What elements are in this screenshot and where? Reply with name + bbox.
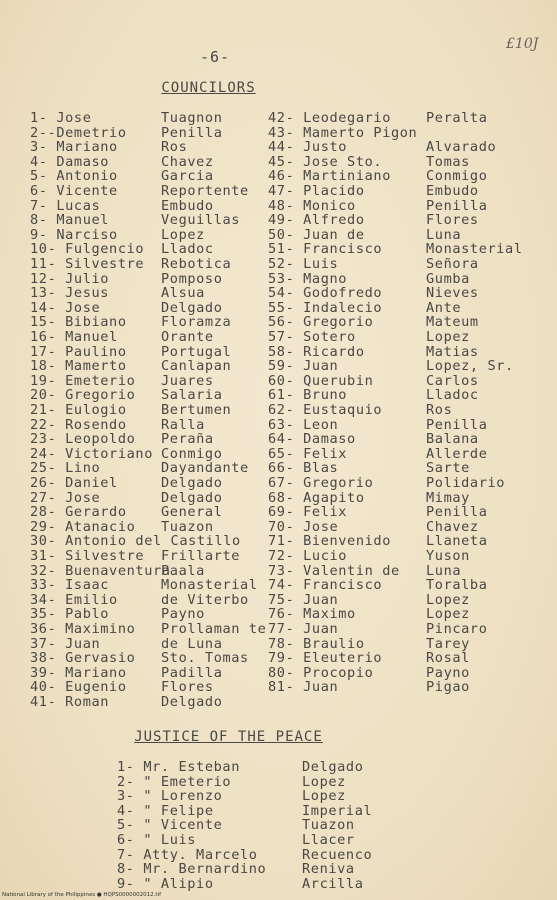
councilor-given-name: 10- Fulgencio — [30, 241, 145, 258]
councilor-given-name: 43- Mamerto Pigon — [268, 124, 418, 141]
councilor-surname: Señora — [426, 256, 479, 272]
councilor-given-name: 34- Emilio — [30, 591, 118, 608]
councilor-surname: Matias — [426, 343, 479, 360]
councilor-given-name: 25- Lino — [30, 460, 101, 477]
councilor-given-name: 7- Lucas — [30, 197, 101, 214]
councilor-surname: Garcia — [161, 168, 214, 185]
councilor-given-name: 3- Mariano — [30, 139, 118, 156]
councilor-given-name: 57- Sotero — [268, 329, 356, 345]
councilor-given-name: 4- Damaso — [30, 153, 110, 170]
councilor-given-name: 20- Gregorio — [30, 387, 136, 404]
councilors-heading: COUNCILORS — [161, 80, 256, 96]
councilor-given-name: 5- Antonio — [30, 168, 118, 185]
councilor-given-name: 21- Eulogio — [30, 402, 127, 418]
councilor-surname: Flores — [426, 212, 479, 229]
councilor-surname: Dayandante — [161, 460, 249, 477]
councilor-surname: Chavez — [426, 518, 479, 535]
justice-surname: Lopez — [302, 788, 346, 805]
councilor-given-name: 14- Jose — [30, 299, 101, 316]
councilor-given-name: 6- Vicente — [30, 183, 118, 199]
councilor-given-name: 60- Querubin — [268, 372, 374, 389]
councilor-surname: Lladoc — [161, 241, 214, 258]
archive-footer: National Library of the Philippines ● HQPS0000002012.tif — [2, 892, 162, 898]
justice-given-name: 3- " Lorenzo — [117, 788, 223, 805]
councilor-surname: Prollaman te — [161, 621, 267, 637]
councilor-surname: Penilla — [426, 504, 488, 521]
councilor-surname: Peraña — [161, 431, 214, 448]
councilor-given-name: 76- Maximo — [268, 606, 356, 623]
councilor-given-name: 59- Juan — [268, 358, 339, 375]
councilor-given-name: 55- Indalecio — [268, 299, 383, 316]
councilor-surname: Polidario — [426, 475, 506, 491]
councilor-given-name: 17- Paulino — [30, 343, 127, 360]
councilor-surname: Gumba — [426, 270, 470, 287]
councilor-given-name: 49- Alfredo — [268, 212, 365, 229]
councilor-given-name: 37- Juan — [30, 635, 101, 652]
councilor-given-name: 30- Antonio del Castillo — [30, 533, 241, 550]
councilor-surname: Lopez — [426, 591, 470, 608]
councilor-given-name: 28- Gerardo — [30, 504, 127, 521]
councilor-surname: Mimay — [426, 489, 470, 506]
councilor-surname: Lopez, Sr. — [426, 358, 514, 375]
councilor-surname: Monasterial — [161, 577, 258, 594]
councilor-surname: Delgado — [161, 299, 223, 316]
councilor-surname: Delgado — [161, 694, 223, 710]
councilor-given-name: 33- Isaac — [30, 577, 110, 594]
councilor-surname: Pomposo — [161, 270, 223, 287]
councilor-surname: Delgado — [161, 475, 223, 491]
councilor-surname: General — [161, 504, 223, 521]
councilor-surname: Chavez — [161, 153, 214, 170]
councilor-surname: Penilla — [426, 416, 488, 433]
councilor-given-name: 53- Magno — [268, 270, 348, 287]
councilor-surname: Embudo — [426, 183, 479, 199]
councilor-given-name: 65- Felix — [268, 445, 348, 462]
councilor-given-name: 26- Daniel — [30, 475, 118, 491]
councilor-surname: Lopez — [426, 606, 470, 623]
councilor-given-name: 54- Godofredo — [268, 285, 383, 302]
councilor-surname: Orante — [161, 329, 214, 345]
justice-surname: Recuenco — [302, 846, 373, 863]
councilor-surname: Sarte — [426, 460, 470, 477]
justice-surname: Imperial — [302, 802, 373, 819]
councilor-given-name: 42- Leodegario — [268, 110, 391, 126]
councilor-given-name: 27- Jose — [30, 489, 101, 506]
justice-surname: Lopez — [302, 773, 346, 790]
councilor-given-name: 70- Jose — [268, 518, 339, 535]
councilor-given-name: 45- Jose Sto. — [268, 153, 383, 170]
councilor-surname: Lopez — [161, 226, 205, 243]
councilor-surname: Tuazon — [161, 518, 214, 535]
councilor-given-name: 18- Mamerto — [30, 358, 127, 375]
councilor-surname: Paala — [161, 562, 205, 579]
councilor-given-name: 32- Buenaventura — [30, 562, 171, 579]
councilor-surname: Delgado — [161, 489, 223, 506]
councilor-given-name: 67- Gregorio — [268, 475, 374, 491]
justice-surname: Arcilla — [302, 875, 364, 892]
councilor-surname: Veguillas — [161, 212, 241, 229]
justice-given-name: 5- " Vicente — [117, 817, 223, 834]
councilor-surname: Conmigo — [426, 168, 488, 185]
justice-given-name: 8- Mr. Bernardino — [117, 861, 267, 878]
councilor-given-name: 8- Manuel — [30, 212, 110, 229]
councilor-surname: Canlapan — [161, 358, 232, 375]
councilor-given-name: 44- Justo — [268, 139, 348, 156]
councilor-given-name: 48- Monico — [268, 197, 356, 214]
councilor-surname: Sto. Tomas — [161, 650, 249, 667]
councilor-given-name: 13- Jesus — [30, 285, 110, 302]
councilor-surname: Yuson — [426, 548, 470, 564]
councilor-given-name: 9- Narciso — [30, 226, 118, 243]
justice-surname: Llacer — [302, 832, 355, 848]
handwritten-reference: £10J — [506, 36, 539, 52]
councilor-given-name: 2--Demetrio — [30, 124, 127, 141]
page-number: -6- — [200, 48, 231, 66]
councilor-given-name: 56- Gregorio — [268, 314, 374, 331]
councilor-surname: Pincaro — [426, 621, 488, 637]
justice-surname: Delgado — [302, 759, 364, 775]
councilor-surname: Penilla — [426, 197, 488, 214]
councilor-given-name: 15- Bibiano — [30, 314, 127, 331]
justice-given-name: 1- Mr. Esteban — [117, 759, 240, 775]
councilor-surname: Ante — [426, 299, 462, 316]
councilor-surname: Rebotica — [161, 256, 232, 272]
councilor-surname: Conmigo — [161, 445, 223, 462]
councilor-surname: Toralba — [426, 577, 488, 594]
councilor-given-name: 78- Braulio — [268, 635, 365, 652]
councilor-given-name: 66- Blas — [268, 460, 339, 477]
councilor-surname: Reportente — [161, 183, 249, 199]
councilor-given-name: 80- Procopio — [268, 664, 374, 681]
councilor-surname: Peralta — [426, 110, 488, 126]
councilor-given-name: 62- Eustaquio — [268, 402, 383, 418]
justice-surname: Reniva — [302, 861, 355, 878]
councilor-surname: Tomas — [426, 153, 470, 170]
councilor-given-name: 46- Martiniano — [268, 168, 391, 185]
justice-surname: Tuazon — [302, 817, 355, 834]
councilor-given-name: 40- Eugenio — [30, 679, 127, 696]
councilor-given-name: 74- Francisco — [268, 577, 383, 594]
councilor-given-name: 72- Lucio — [268, 548, 348, 564]
councilor-surname: Mateum — [426, 314, 479, 331]
councilor-given-name: 64- Damaso — [268, 431, 356, 448]
councilor-surname: Lladoc — [426, 387, 479, 404]
councilor-surname: Lopez — [426, 329, 470, 345]
justice-given-name: 6- " Luis — [117, 832, 197, 848]
councilor-given-name: 22- Rosendo — [30, 416, 127, 433]
councilor-surname: Ros — [161, 139, 188, 156]
councilor-given-name: 1- Jose — [30, 110, 92, 126]
councilor-surname: Frillarte — [161, 548, 241, 564]
councilor-given-name: 41- Roman — [30, 694, 110, 710]
councilor-given-name: 81- Juan — [268, 679, 339, 696]
councilor-surname: Salaria — [161, 387, 223, 404]
councilor-surname: Ros — [426, 402, 453, 418]
councilor-given-name: 52- Luis — [268, 256, 339, 272]
councilor-given-name: 12- Julio — [30, 270, 110, 287]
councilor-given-name: 50- Juan de — [268, 226, 365, 243]
justice-of-the-peace-heading: JUSTICE OF THE PEACE — [134, 729, 323, 745]
justice-given-name: 4- " Felipe — [117, 802, 214, 819]
councilor-surname: Embudo — [161, 197, 214, 214]
councilor-surname: Monasterial — [426, 241, 523, 258]
councilor-surname: Penilla — [161, 124, 223, 141]
councilor-surname: Pigao — [426, 679, 470, 696]
councilor-given-name: 75- Juan — [268, 591, 339, 608]
councilor-surname: Floramza — [161, 314, 232, 331]
councilor-surname: Llaneta — [426, 533, 488, 550]
councilor-surname: Allerde — [426, 445, 488, 462]
councilor-surname: Juares — [161, 372, 214, 389]
councilor-surname: Carlos — [426, 372, 479, 389]
councilor-surname: Tuagnon — [161, 110, 223, 126]
councilor-surname: Rosal — [426, 650, 470, 667]
councilor-given-name: 39- Mariano — [30, 664, 127, 681]
councilor-given-name: 79- Eleuterio — [268, 650, 383, 667]
councilor-given-name: 71- Bienvenido — [268, 533, 391, 550]
councilor-given-name: 77- Juan — [268, 621, 339, 637]
councilor-given-name: 38- Gervasio — [30, 650, 136, 667]
councilor-given-name: 73- Valentin de — [268, 562, 400, 579]
councilor-given-name: 63- Leon — [268, 416, 339, 433]
councilor-given-name: 29- Atanacio — [30, 518, 136, 535]
councilor-surname: Payno — [426, 664, 470, 681]
justice-given-name: 9- " Alipio — [117, 875, 214, 892]
councilor-surname: Luna — [426, 562, 462, 579]
councilor-given-name: 16- Manuel — [30, 329, 118, 345]
councilor-given-name: 69- Felix — [268, 504, 348, 521]
councilor-surname: Tarey — [426, 635, 470, 652]
justice-given-name: 7- Atty. Marcelo — [117, 846, 258, 863]
councilor-surname: Balana — [426, 431, 479, 448]
councilor-given-name: 31- Silvestre — [30, 548, 145, 564]
councilor-surname: Luna — [426, 226, 462, 243]
councilor-surname: Ralla — [161, 416, 205, 433]
councilor-given-name: 51- Francisco — [268, 241, 383, 258]
councilor-surname: Nieves — [426, 285, 479, 302]
councilor-surname: de Luna — [161, 635, 223, 652]
councilor-given-name: 23- Leopoldo — [30, 431, 136, 448]
councilor-surname: Alvarado — [426, 139, 497, 156]
councilor-given-name: 61- Bruno — [268, 387, 348, 404]
councilor-surname: Bertumen — [161, 402, 232, 418]
councilor-surname: de Viterbo — [161, 591, 249, 608]
councilor-given-name: 24- Victoriano — [30, 445, 153, 462]
councilor-given-name: 58- Ricardo — [268, 343, 365, 360]
councilor-given-name: 36- Maximino — [30, 621, 136, 637]
councilor-given-name: 47- Placido — [268, 183, 365, 199]
councilor-surname: Payno — [161, 606, 205, 623]
councilor-given-name: 19- Emeterio — [30, 372, 136, 389]
councilor-surname: Portugal — [161, 343, 232, 360]
councilor-given-name: 68- Agapito — [268, 489, 365, 506]
councilor-given-name: 11- Silvestre — [30, 256, 145, 272]
councilor-surname: Padilla — [161, 664, 223, 681]
councilor-surname: Flores — [161, 679, 214, 696]
councilor-given-name: 35- Pablo — [30, 606, 110, 623]
councilor-surname: Alsua — [161, 285, 205, 302]
justice-given-name: 2- " Emeterio — [117, 773, 232, 790]
